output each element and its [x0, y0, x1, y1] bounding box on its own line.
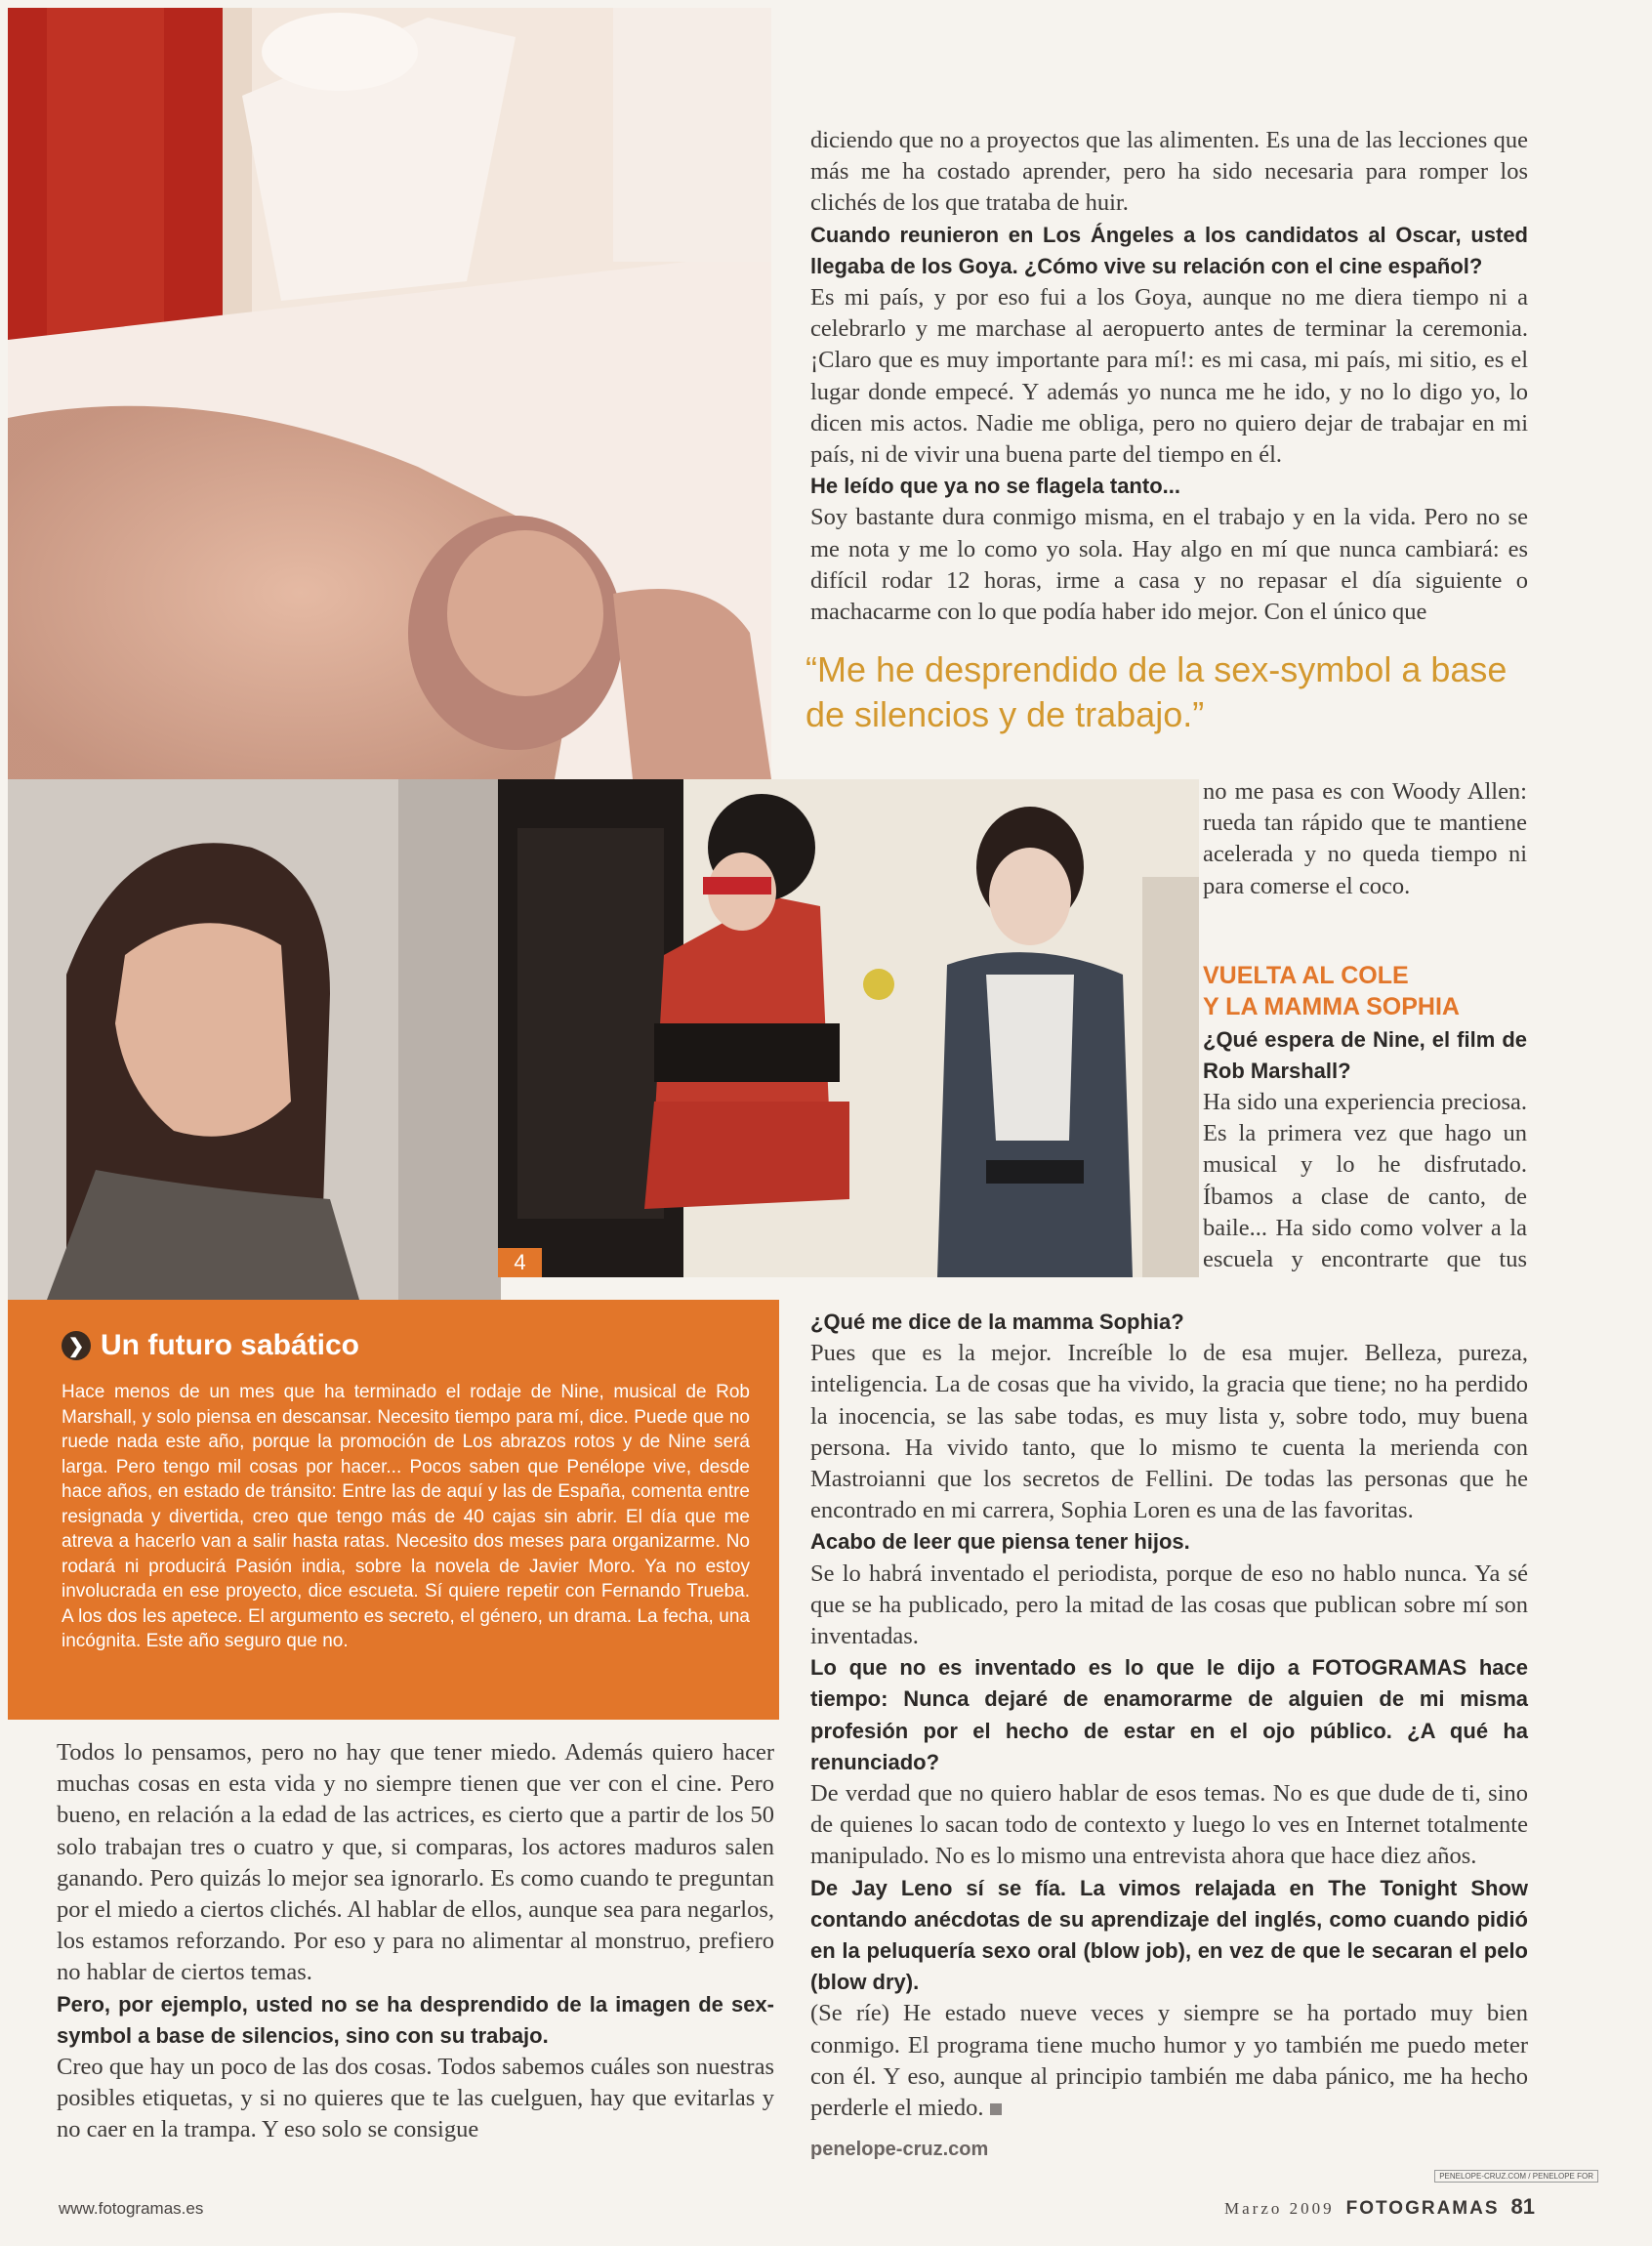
- nine-answer-block: [1203, 1087, 1527, 1275]
- source-website[interactable]: penelope-cruz.com: [810, 2139, 989, 2160]
- paragraph: Se lo habrá inventado el periodista, porque de eso no hablo nunca. Ya sé que se ha publicado, pero la mitad de las cosas que publican sobre mí son inventadas.: [810, 1560, 1528, 1650]
- interview-question: Pero, por ejemplo, usted no se ha desprendido de la imagen de sex-symbol a base de silencios, sino con su trabajo.: [57, 1991, 774, 2048]
- right-narrow-text: no me pasa es con Woody Allen: rueda tan rápido que te mantiene acelerada y no queda tiempo ni para comerse el coco.: [1203, 778, 1527, 899]
- interview-question: ¿Qué me dice de la mamma Sophia?: [810, 1310, 1184, 1334]
- paragraph-text: (Se ríe) He estado nueve veces y siempre se ha portado muy bien conmigo. El programa tiene mucho humor y yo también me puedo meter con él. Y eso, aunque al principio también me daba pánico, me ha hecho perderle el miedo.: [810, 2000, 1528, 2122]
- paragraph: Soy bastante dura conmigo misma, en el trabajo y en la vida. Pero no se me nota y me lo como yo sola. Hay algo en mí que nunca cambiará: es difícil rodar 12 horas, irme a casa y no repasar el día siguiente o machacarme con lo que podía haber ido mejor. Con el único que: [810, 504, 1528, 626]
- sidebar-title-text: Un futuro sabático: [101, 1329, 360, 1361]
- paragraph: Pues que es la mejor. Increíble lo de esa mujer. Belleza, pureza, inteligencia. La de cosas que ha vivido, la gracia que tiene; no ha perdido la inocencia, se las sabe todas, es muy lista y, sobre todo, muy buena persona. Ha vivido tanto, que lo mismo te cuenta la merienda con Mastroianni que los secretos de Fellini. De todas las personas que he encontrado en mi carrera, Sophia Loren es una de las favoritas.: [810, 1340, 1528, 1524]
- magazine-name: FOTOGRAMAS: [1345, 2198, 1500, 2219]
- pull-quote: “Me he desprendido de la sex-symbol a base de silencios y de trabajo.”: [805, 649, 1507, 734]
- photo-profile-image: [8, 779, 501, 1300]
- right-column-bottom: [810, 1307, 1528, 2124]
- photo-two-women: [498, 779, 1199, 1277]
- paragraph: Ha sido una experiencia preciosa. Es la primera vez que hago un musical y lo he disfrutado. Íbamos a clase de canto, de baile... Ha sido como volver a la escuela y encontrarte que tus: [1203, 1089, 1527, 1273]
- end-mark-icon: [990, 2103, 1002, 2115]
- photo-credit: PENELOPE-CRUZ.COM / PENELOPE FOR: [1434, 2170, 1598, 2183]
- paragraph: Todos lo pensamos, pero no hay que tener miedo. Además quiero hacer muchas cosas en esta vida y no siempre tienen que ver con el cine. Pero bueno, en relación a la edad de las actrices, es cierto que a partir de los 50 solo trabajan tres o cuatro y que, si comparas, los actores maduros salen ganando. Pero quizás lo mejor sea ignorarlo. Es como cuando te preguntan por el miedo a ciertos clichés. Al hablar de ellos, aunque sea para negarlos, los estamos reforzando. Por eso y para no alimentar al monstruo, prefiero no hablar de ciertos temas.: [57, 1739, 774, 1986]
- footer-right: [1224, 2194, 1535, 2220]
- paragraph: De verdad que no quiero hablar de esos temas. No es que dude de ti, sino de quienes lo sacan todo de contexto y luego lo ves en Internet totalmente manipulado. No es lo mismo una entrevista ahora que hace diez años.: [810, 1780, 1528, 1870]
- sidebar-box: [8, 1300, 779, 1720]
- section-heading: [1203, 960, 1525, 1022]
- interview-question: ¿Qué espera de Nine, el film de Rob Marshall?: [1203, 1027, 1527, 1084]
- paragraph: diciendo que no a proyectos que las alimenten. Es una de las lecciones que más me ha costado aprender, pero ha sido necesaria para romper los clichés de los que trataba de huir.: [810, 127, 1528, 217]
- paragraph: Es mi país, y por eso fui a los Goya, aunque no me diera tiempo ni a celebrarlo y me marchase al aeropuerto antes de terminar la ceremonia. ¡Claro que es muy importante para mí!: es mi casa, mi país, mi sitio, es el lugar donde empecé. Y además yo nunca me he ido, y no lo digo yo, lo dicen mis actos. Nadie me obliga, pero no quiero dejar de trabajar en mi país, ni de vivir una buena parte del tiempo en él.: [810, 284, 1528, 469]
- photo-profile: [8, 779, 501, 1300]
- page-number: 81: [1510, 2194, 1535, 2219]
- interview-question: He leído que ya no se flagela tanto...: [810, 474, 1180, 499]
- interview-question: De Jay Leno sí se fía. La vimos relajada en The Tonight Show contando anécdotas de su aprendizaje del inglés, como cuando pidió en la peluquería sexo oral (blow job), en vez de que le secaran el pelo (blow dry).: [810, 1875, 1528, 1995]
- interview-question: Acabo de leer que piensa tener hijos.: [810, 1529, 1190, 1555]
- photo-caption-number: 4: [498, 1248, 542, 1277]
- right-column-top: [810, 125, 1528, 628]
- photo-top-left-image: [8, 8, 771, 779]
- photo-two-women-image: [498, 779, 1199, 1277]
- section-heading-line-2: Y LA MAMMA SOPHIA: [1203, 993, 1460, 1020]
- photo-top-left: [8, 8, 771, 779]
- paragraph: Creo que hay un poco de las dos cosas. Todos sabemos cuáles son nuestras posibles etiquetas, y si no quieres que te las cuelguen, hay que evitarlas y no caer en la trampa. Y eso solo se consigue: [57, 2054, 774, 2143]
- issue-date: Marzo 2009: [1224, 2199, 1335, 2218]
- nine-question-block: [1203, 1024, 1527, 1087]
- interview-question: Cuando reunieron en Los Ángeles a los candidatos al Oscar, usted llegaba de los Goya. ¿Cómo vive su relación con el cine español?: [810, 222, 1528, 278]
- sidebar-body: Hace menos de un mes que ha terminado el rodaje de Nine, musical de Rob Marshall, y solo piensa en descansar. Necesito tiempo para mí, dice. Puede que no ruede nada este año, porque la promoción de Los abrazos rotos y de Nine será larga. Pero tengo mil cosas por hacer... Pocos saben que Penélope vive, desde hace años, en estado de tránsito: Entre las de aquí y las de España, comenta entre resignada y divertida, creo que tengo más de 40 cajas sin abrir. El día que me atreva a hacerlo van a salir hasta ratas. Necesito dos meses para organizarme. No rodará ni producirá Pasión india, sobre la novela de Javier Moro. Ya no estoy involucrada en ese proyecto, dice escueta. Sí quiere repetir con Fernando Trueba. A los dos les apetece. El argumento es secreto, el género, un drama. La fecha, una incógnita. Este año seguro que no.: [62, 1382, 750, 1651]
- footer-website[interactable]: www.fotogramas.es: [59, 2199, 204, 2218]
- paragraph: [810, 1998, 1528, 2124]
- interview-question: Lo que no es inventado es lo que le dijo a FOTOGRAMAS hace tiempo: Nunca dejaré de enamorarme de alguien de mi misma profesión por el hecho de estar en el ojo público. ¿A qué ha renunciado?: [810, 1655, 1528, 1774]
- chevron-right-icon: ❯: [62, 1331, 91, 1360]
- left-column-bottom: [57, 1737, 774, 2146]
- sidebar-title: [62, 1329, 359, 1362]
- section-heading-line-1: VUELTA AL COLE: [1203, 962, 1409, 989]
